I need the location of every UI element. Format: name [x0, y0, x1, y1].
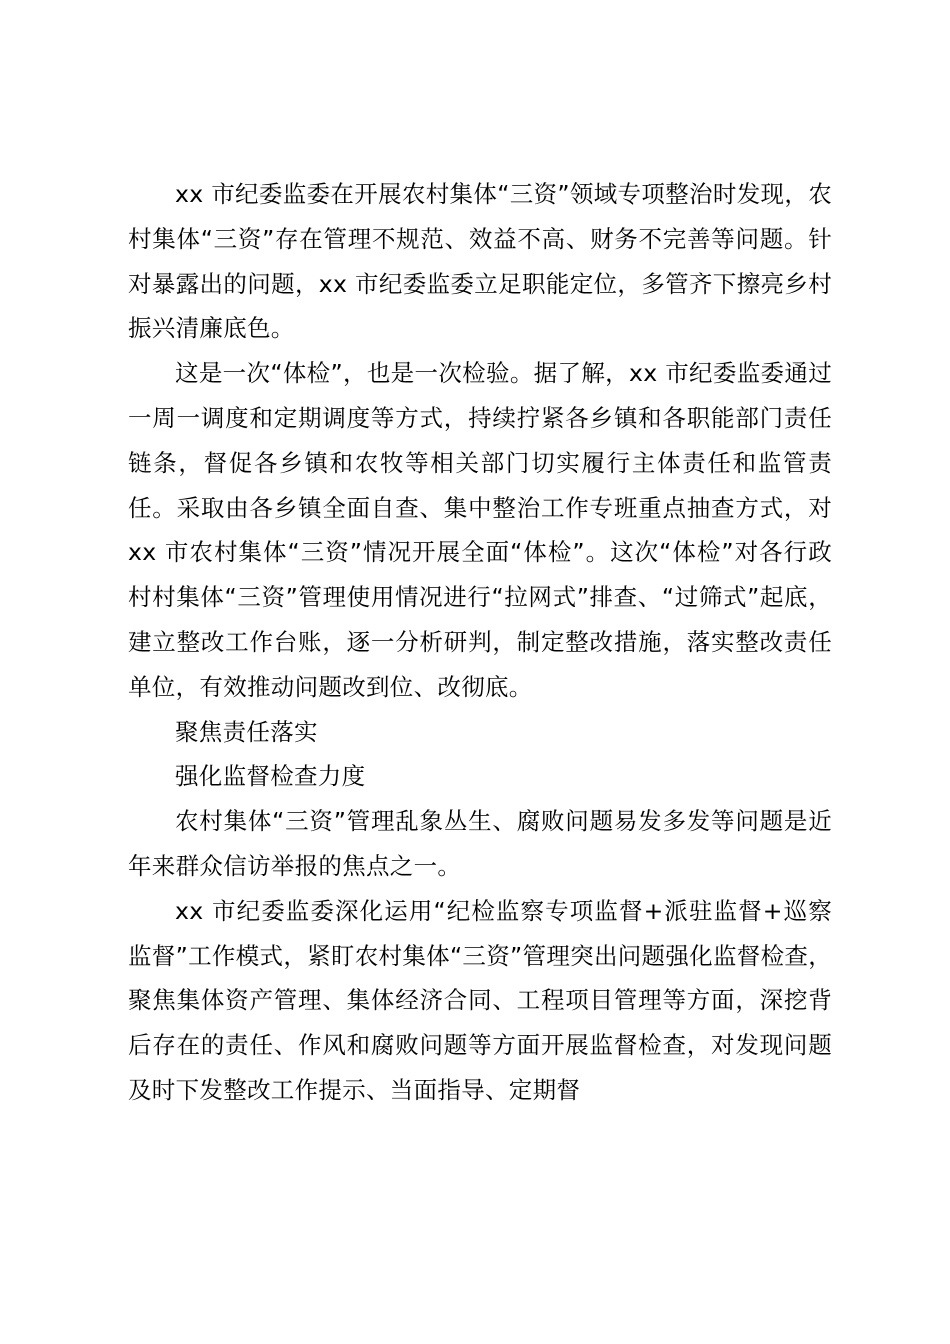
- paragraph-supervision-model: xx 市纪委监委深化运用“纪检监察专项监督+派驻监督+巡察监督”工作模式，紧盯农村集体“三资”管理突出问题强化监督检查，聚焦集体资产管理、集体经济合同、工程项目管理等方面，深挖背后存在的责任、作风和腐败问题等方面开展监督检查，对发现问题及时下发整改工作提示、当面指导、定期督: [128, 896, 832, 1104]
- paragraph-complaints: 农村集体“三资”管理乱象丛生、腐败问题易发多发等问题是近年来群众信访举报的焦点之一。: [128, 807, 832, 880]
- paragraph-intro: xx 市纪委监委在开展农村集体“三资”领域专项整治时发现，农村集体“三资”存在管理不规范、效益不高、财务不完善等问题。针对暴露出的问题，xx 市纪委监委立足职能定位，多管齐下擦亮乡村振兴清廉底色。: [128, 180, 832, 343]
- document-page: [128, 172, 832, 1113]
- section-heading-supervision: 强化监督检查力度: [175, 762, 366, 791]
- paragraph-checkup: 这是一次“体检”，也是一次检验。据了解，xx 市纪委监委通过一周一调度和定期调度等方式，持续拧紧各乡镇和各职能部门责任链条，督促各乡镇和农牧等相关部门切实履行主体责任和监管责任。采取由各乡镇全面自查、集中整治工作专班重点抽查方式，对 xx 市农村集体“三资”情况开展全面“体检”。这次“体检”对各行政村村集体“三资”管理使用情况进行“拉网式”排查、“过筛式”起底，建立整改工作台账，逐一分析研判，制定整改措施，落实整改责任单位，有效推动问题改到位、改彻底。: [128, 359, 832, 701]
- section-heading-responsibility: 聚焦责任落实: [175, 717, 318, 746]
